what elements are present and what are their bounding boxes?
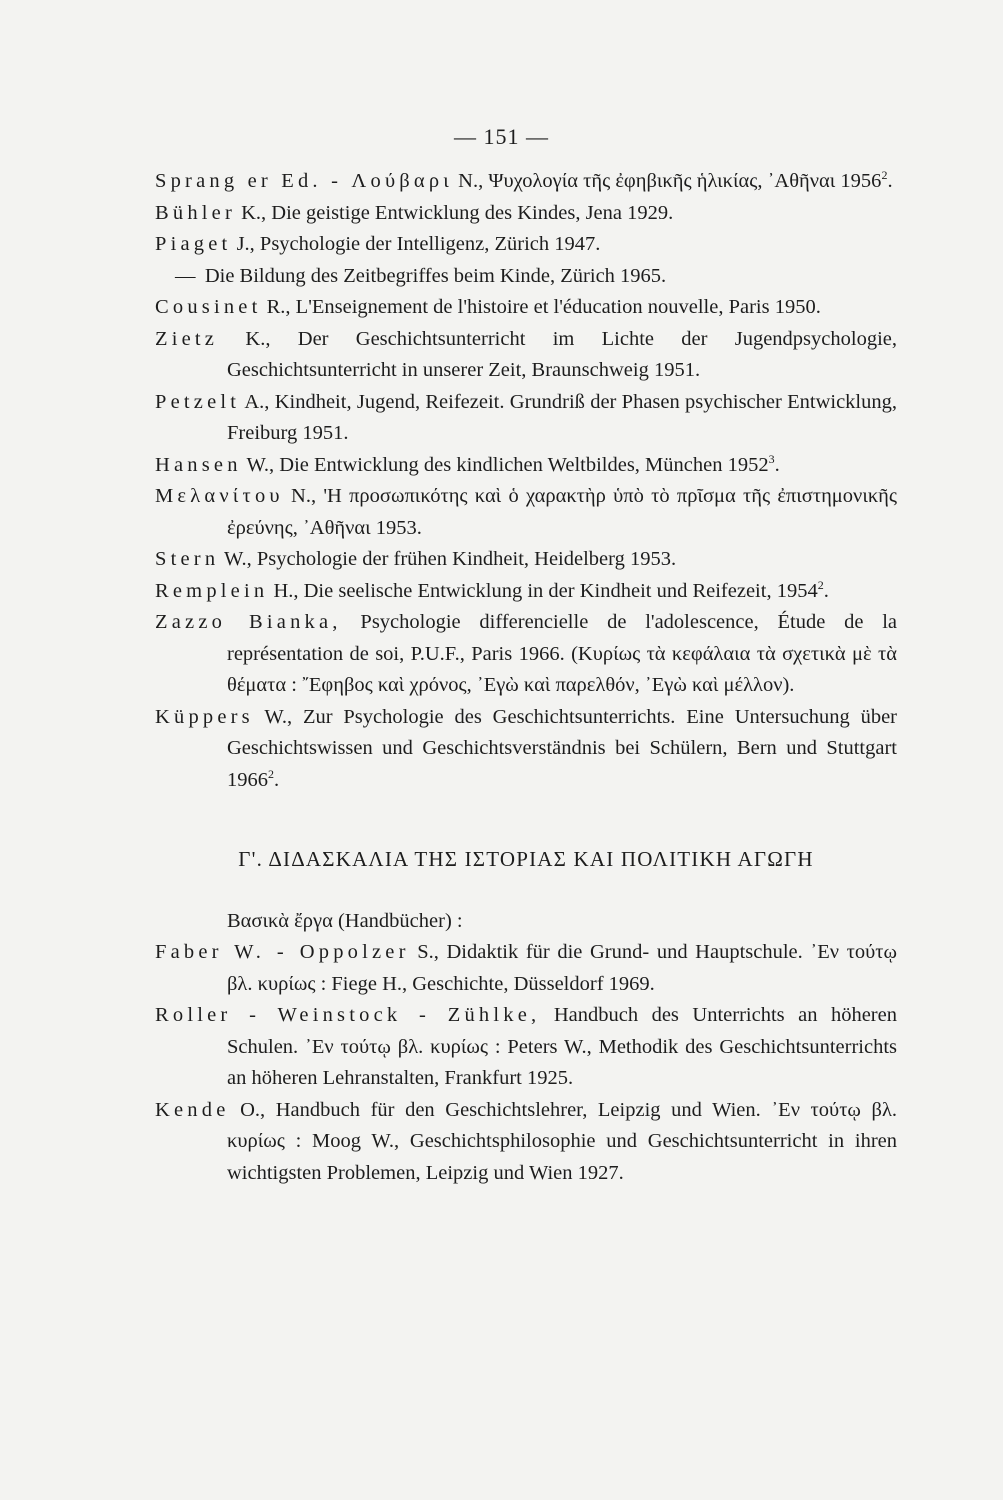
bibliography-entry — [155, 166, 897, 198]
entry-author: Piaget — [155, 233, 232, 255]
entry-text: O., Handbuch für den Geschichtslehrer, Leipzig und Wien. ᾿Εν τούτῳ βλ. κυρίως : Moog W., Geschichtsphilosophie und Geschichtsunterricht in ihren wichtigsten Problemen, Leipzig und Wien 1927. — [227, 1098, 898, 1184]
edition-superscript: 3 — [768, 451, 775, 466]
entry-text: K., Der Geschichtsunterricht im Lichte der Jugendpsychologie, Geschichtsunterricht in unserer Zeit, Braunschweig 1951. — [227, 327, 898, 381]
bibliography-entry — [155, 450, 897, 482]
entry-author: Zazzo Bianka, — [155, 611, 342, 633]
bibliography-entry — [155, 198, 897, 230]
entry-text: Die Bildung des Zeitbegriffes beim Kinde, Zürich 1965. — [204, 264, 667, 287]
entry-end: . — [887, 170, 893, 192]
bibliography-entry — [155, 229, 897, 261]
entry-text: N., 'Η προσωπικότης καὶ ὁ χαρακτὴρ ὑπὸ τὸ πρῖσμα τῆς ἐπιστημονικῆς ἐρεύνης, ᾿Αθῆναι 1953. — [227, 485, 898, 539]
bibliography-entry — [155, 1095, 897, 1190]
entry-author: Petzelt — [155, 390, 241, 413]
entry-author: Cousinet — [155, 296, 262, 318]
entry-end: . — [274, 768, 280, 791]
bibliography-list-psychology — [155, 166, 897, 796]
entry-author: Remplein — [155, 579, 269, 602]
entry-author: Faber W. - Oppolzer — [155, 941, 410, 963]
bibliography-entry — [155, 261, 897, 293]
entry-text: W., Zur Psychologie des Geschichtsunterrichts. Eine Untersuchung über Geschichtswissen und Geschichtsverständnis bei Schülern, Bern und Stuttgart 1966 — [227, 705, 897, 791]
bibliography-entry — [155, 576, 897, 608]
entry-author: Stern — [155, 548, 220, 570]
entry-author: Küppers — [155, 705, 254, 728]
subheading: Βασικὰ ἔργα (Handbücher) : — [227, 909, 463, 932]
entry-author: Sprang er Ed. - Λούβαρι — [155, 170, 454, 192]
edition-superscript: 2 — [881, 168, 888, 183]
edition-superscript: 2 — [817, 577, 824, 592]
section-title: Γ'. ΔΙΔΑΣΚΑΛΙΑ ΤΗΣ ΙΣΤΟΡΙΑΣ ΚΑΙ ΠΟΛΙΤΙΚΗ ΑΓΩΓΗ — [238, 847, 814, 871]
bibliography-entry — [155, 702, 897, 797]
entry-author: — — [175, 264, 200, 287]
entry-author: Roller - Weinstock - Zühlke, — [155, 1004, 541, 1026]
entry-text: R., L'Enseignement de l'histoire et l'éducation nouvelle, Paris 1950. — [266, 296, 821, 318]
page-number: — 151 — — [454, 124, 549, 149]
entry-text: Psychologie differencielle de l'adolescence, Étude de la représentation de soi, P.U.F., Paris 1966. (Κυρίως τὰ κεφάλαια τὰ σχετικὰ μὲ τὰ θέματα : ῎Εφηβος καὶ χρόνος, ᾿Εγὼ καὶ παρελθόν, ᾿Εγὼ καὶ μέλλον). — [227, 611, 897, 696]
bibliography-entry — [155, 607, 897, 702]
bibliography-list-handbooks — [155, 937, 897, 1189]
edition-superscript: 2 — [268, 766, 274, 781]
bibliography-entry — [155, 387, 897, 450]
bibliography-entry — [155, 292, 897, 324]
entry-text: W., Die Entwicklung des kindlichen Weltbildes, München 1952 — [246, 453, 769, 476]
entry-text: A., Kindheit, Jugend, Reifezeit. Grundriß der Phasen psychischer Entwicklung, Freiburg 1951. — [227, 390, 898, 444]
entry-author: Zietz — [155, 327, 219, 350]
bibliography-entry — [155, 937, 897, 1000]
bibliography-entry — [155, 324, 897, 387]
entry-text: N., Ψυχολογία τῆς ἐφηβικῆς ἡλικίας, ᾿Αθῆναι 1956 — [458, 170, 882, 192]
entry-text: W., Psychologie der frühen Kindheit, Heidelberg 1953. — [224, 548, 677, 570]
entry-author: Μελανίτου — [155, 485, 284, 507]
entry-author: Kende — [155, 1098, 230, 1121]
entry-end: . — [774, 453, 780, 476]
bibliography-entry — [155, 481, 897, 544]
bibliography-entry — [155, 544, 897, 576]
entry-text: H., Die seelische Entwicklung in der Kindheit und Reifezeit, 1954 — [273, 579, 818, 602]
entry-author: Bühler — [155, 201, 236, 224]
bibliography — [155, 166, 897, 1189]
entry-author: Hansen — [155, 453, 242, 476]
entry-text: K., Die geistige Entwicklung des Kindes, Jena 1929. — [241, 201, 674, 224]
entry-text: Handbuch des Unterrichts an höheren Schulen. ᾿Εν τούτῳ βλ. κυρίως : Peters W., Methodik des Geschichtsunterrichts an höheren Lehranstalten, Frankfurt 1925. — [227, 1004, 897, 1089]
bibliography-entry — [155, 1000, 897, 1095]
entry-text: S., Didaktik für die Grund- und Hauptschule. ᾿Εν τούτῳ βλ. κυρίως : Fiege H., Geschichte, Düsseldorf 1969. — [227, 941, 897, 995]
entry-text: J., Psychologie der Intelligenz, Zürich 1947. — [236, 233, 601, 255]
entry-end: . — [823, 579, 829, 602]
